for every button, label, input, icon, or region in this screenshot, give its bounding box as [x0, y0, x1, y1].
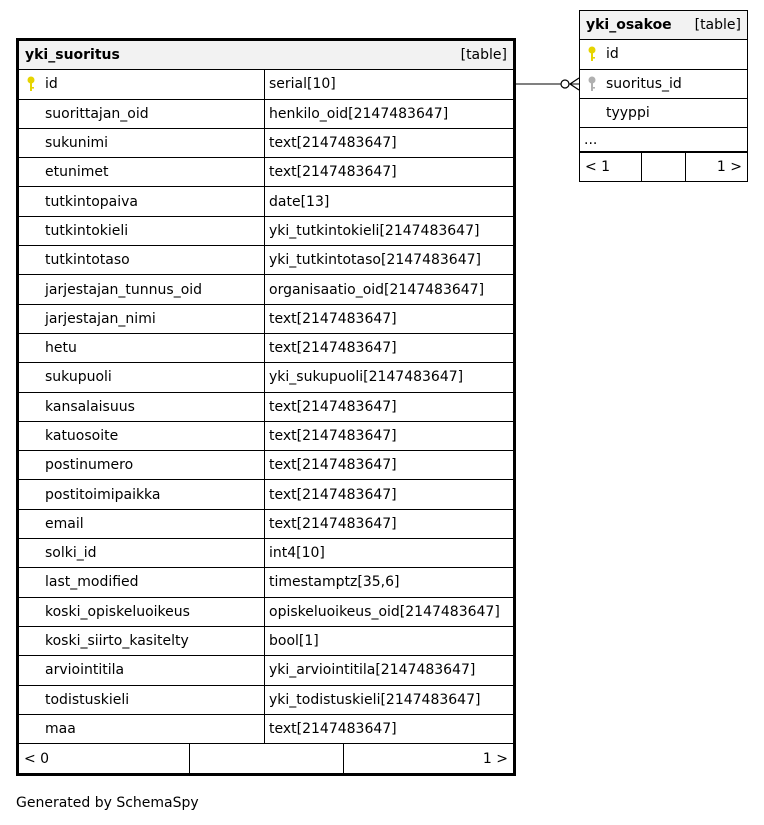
column-row[interactable] — [19, 363, 513, 392]
column-type: text[2147483647] — [269, 720, 397, 737]
pager-middle — [642, 153, 686, 181]
column-type: text[2147483647] — [269, 164, 397, 181]
column-name: tyyppi — [606, 105, 650, 122]
table-kind: [table] — [694, 17, 741, 34]
column-row[interactable] — [19, 158, 513, 187]
pager-next[interactable]: 1 > — [482, 750, 508, 767]
column-type: text[2147483647] — [269, 398, 397, 415]
column-type: organisaatio_oid[2147483647] — [269, 281, 485, 298]
column-name: koski_opiskeluoikeus — [19, 598, 265, 626]
column-type: yki_todistuskieli[2147483647] — [269, 691, 481, 708]
column-row[interactable] — [19, 510, 513, 539]
column-type: henkilo_oid[2147483647] — [269, 105, 449, 122]
column-row[interactable] — [19, 393, 513, 422]
column-name: sukunimi — [19, 129, 265, 157]
table-kind: [table] — [460, 47, 507, 64]
table-name: yki_suoritus — [25, 47, 120, 64]
column-row[interactable] — [19, 187, 513, 216]
column-name: hetu — [19, 334, 265, 362]
column-name: suorittajan_oid — [19, 100, 265, 128]
ellipsis: ... — [584, 131, 598, 148]
column-row[interactable] — [19, 305, 513, 334]
column-row[interactable] — [19, 70, 513, 99]
column-row[interactable] — [19, 686, 513, 715]
column-row[interactable] — [19, 480, 513, 509]
column-row[interactable] — [19, 451, 513, 480]
column-name: tutkintokieli — [19, 217, 265, 245]
column-type: text[2147483647] — [269, 428, 397, 444]
pager-prev[interactable]: < 1 — [580, 153, 642, 181]
column-name: katuosoite — [19, 422, 265, 450]
table-yki-suoritus[interactable] — [16, 38, 516, 776]
column-row[interactable] — [19, 275, 513, 304]
column-name: tutkintopaiva — [19, 187, 265, 215]
column-type: bool[1] — [269, 633, 319, 650]
column-name: suoritus_id — [606, 75, 682, 92]
column-row[interactable] — [19, 627, 513, 656]
column-row[interactable] — [19, 656, 513, 685]
table-header — [19, 41, 513, 70]
column-name: sukupuoli — [19, 363, 265, 391]
column-name: koski_siirto_kasitelty — [19, 627, 265, 655]
pager-middle — [190, 744, 344, 773]
column-row[interactable] — [19, 539, 513, 568]
column-name: maa — [19, 715, 265, 743]
column-type: int4[10] — [269, 545, 325, 562]
column-type: yki_tutkintokieli[2147483647] — [269, 222, 480, 239]
pager-prev[interactable]: < 0 — [19, 744, 190, 773]
column-name: postitoimipaikka — [19, 480, 265, 508]
column-name: solki_id — [19, 539, 265, 567]
column-name: kansalaisuus — [19, 393, 265, 421]
column-name: jarjestajan_nimi — [19, 305, 265, 333]
table-pager — [19, 744, 513, 773]
column-type: timestamptz[35,6] — [269, 574, 400, 591]
column-name: id — [19, 70, 265, 98]
column-type: yki_arviointitila[2147483647] — [269, 662, 476, 679]
column-type: text[2147483647] — [269, 340, 397, 357]
column-type: text[2147483647] — [269, 515, 397, 532]
column-name: arviointitila — [19, 656, 265, 684]
table-name: yki_osakoe — [586, 17, 672, 34]
column-name: id — [606, 46, 619, 63]
column-row[interactable] — [580, 99, 747, 128]
column-name: jarjestajan_tunnus_oid — [19, 275, 265, 303]
table-yki-osakoe[interactable] — [579, 10, 748, 182]
column-name: etunimet — [19, 158, 265, 186]
column-type: text[2147483647] — [269, 310, 397, 327]
column-row[interactable] — [19, 715, 513, 744]
column-row[interactable] — [19, 598, 513, 627]
more-columns-row — [580, 128, 747, 152]
column-row[interactable] — [19, 568, 513, 597]
column-name: tutkintotaso — [19, 246, 265, 274]
column-name: email — [19, 510, 265, 538]
column-name: postinumero — [19, 451, 265, 479]
column-row[interactable] — [580, 40, 747, 69]
generator-footer: Generated by SchemaSpy — [16, 795, 199, 811]
column-type: date[13] — [269, 193, 330, 210]
column-type: text[2147483647] — [269, 135, 397, 152]
column-row[interactable] — [580, 70, 747, 99]
column-type: yki_sukupuoli[2147483647] — [269, 369, 464, 386]
column-row[interactable] — [19, 422, 513, 451]
key-icon — [26, 76, 36, 92]
column-row[interactable] — [19, 129, 513, 158]
column-row[interactable] — [19, 217, 513, 246]
column-row[interactable] — [19, 246, 513, 275]
column-row[interactable] — [19, 334, 513, 363]
column-type: text[2147483647] — [269, 486, 397, 503]
table-header — [580, 11, 747, 40]
column-type: text[2147483647] — [269, 457, 397, 474]
column-name: todistuskieli — [19, 686, 265, 714]
column-name: last_modified — [19, 568, 265, 596]
key-icon — [587, 46, 597, 62]
pager-next[interactable]: 1 > — [716, 159, 742, 176]
column-row[interactable] — [19, 100, 513, 129]
column-type: serial[10] — [269, 76, 336, 93]
column-type: opiskeluoikeus_oid[2147483647] — [269, 603, 500, 620]
key-icon — [587, 76, 597, 92]
column-type: yki_tutkintotaso[2147483647] — [269, 252, 481, 269]
table-pager — [580, 152, 747, 181]
